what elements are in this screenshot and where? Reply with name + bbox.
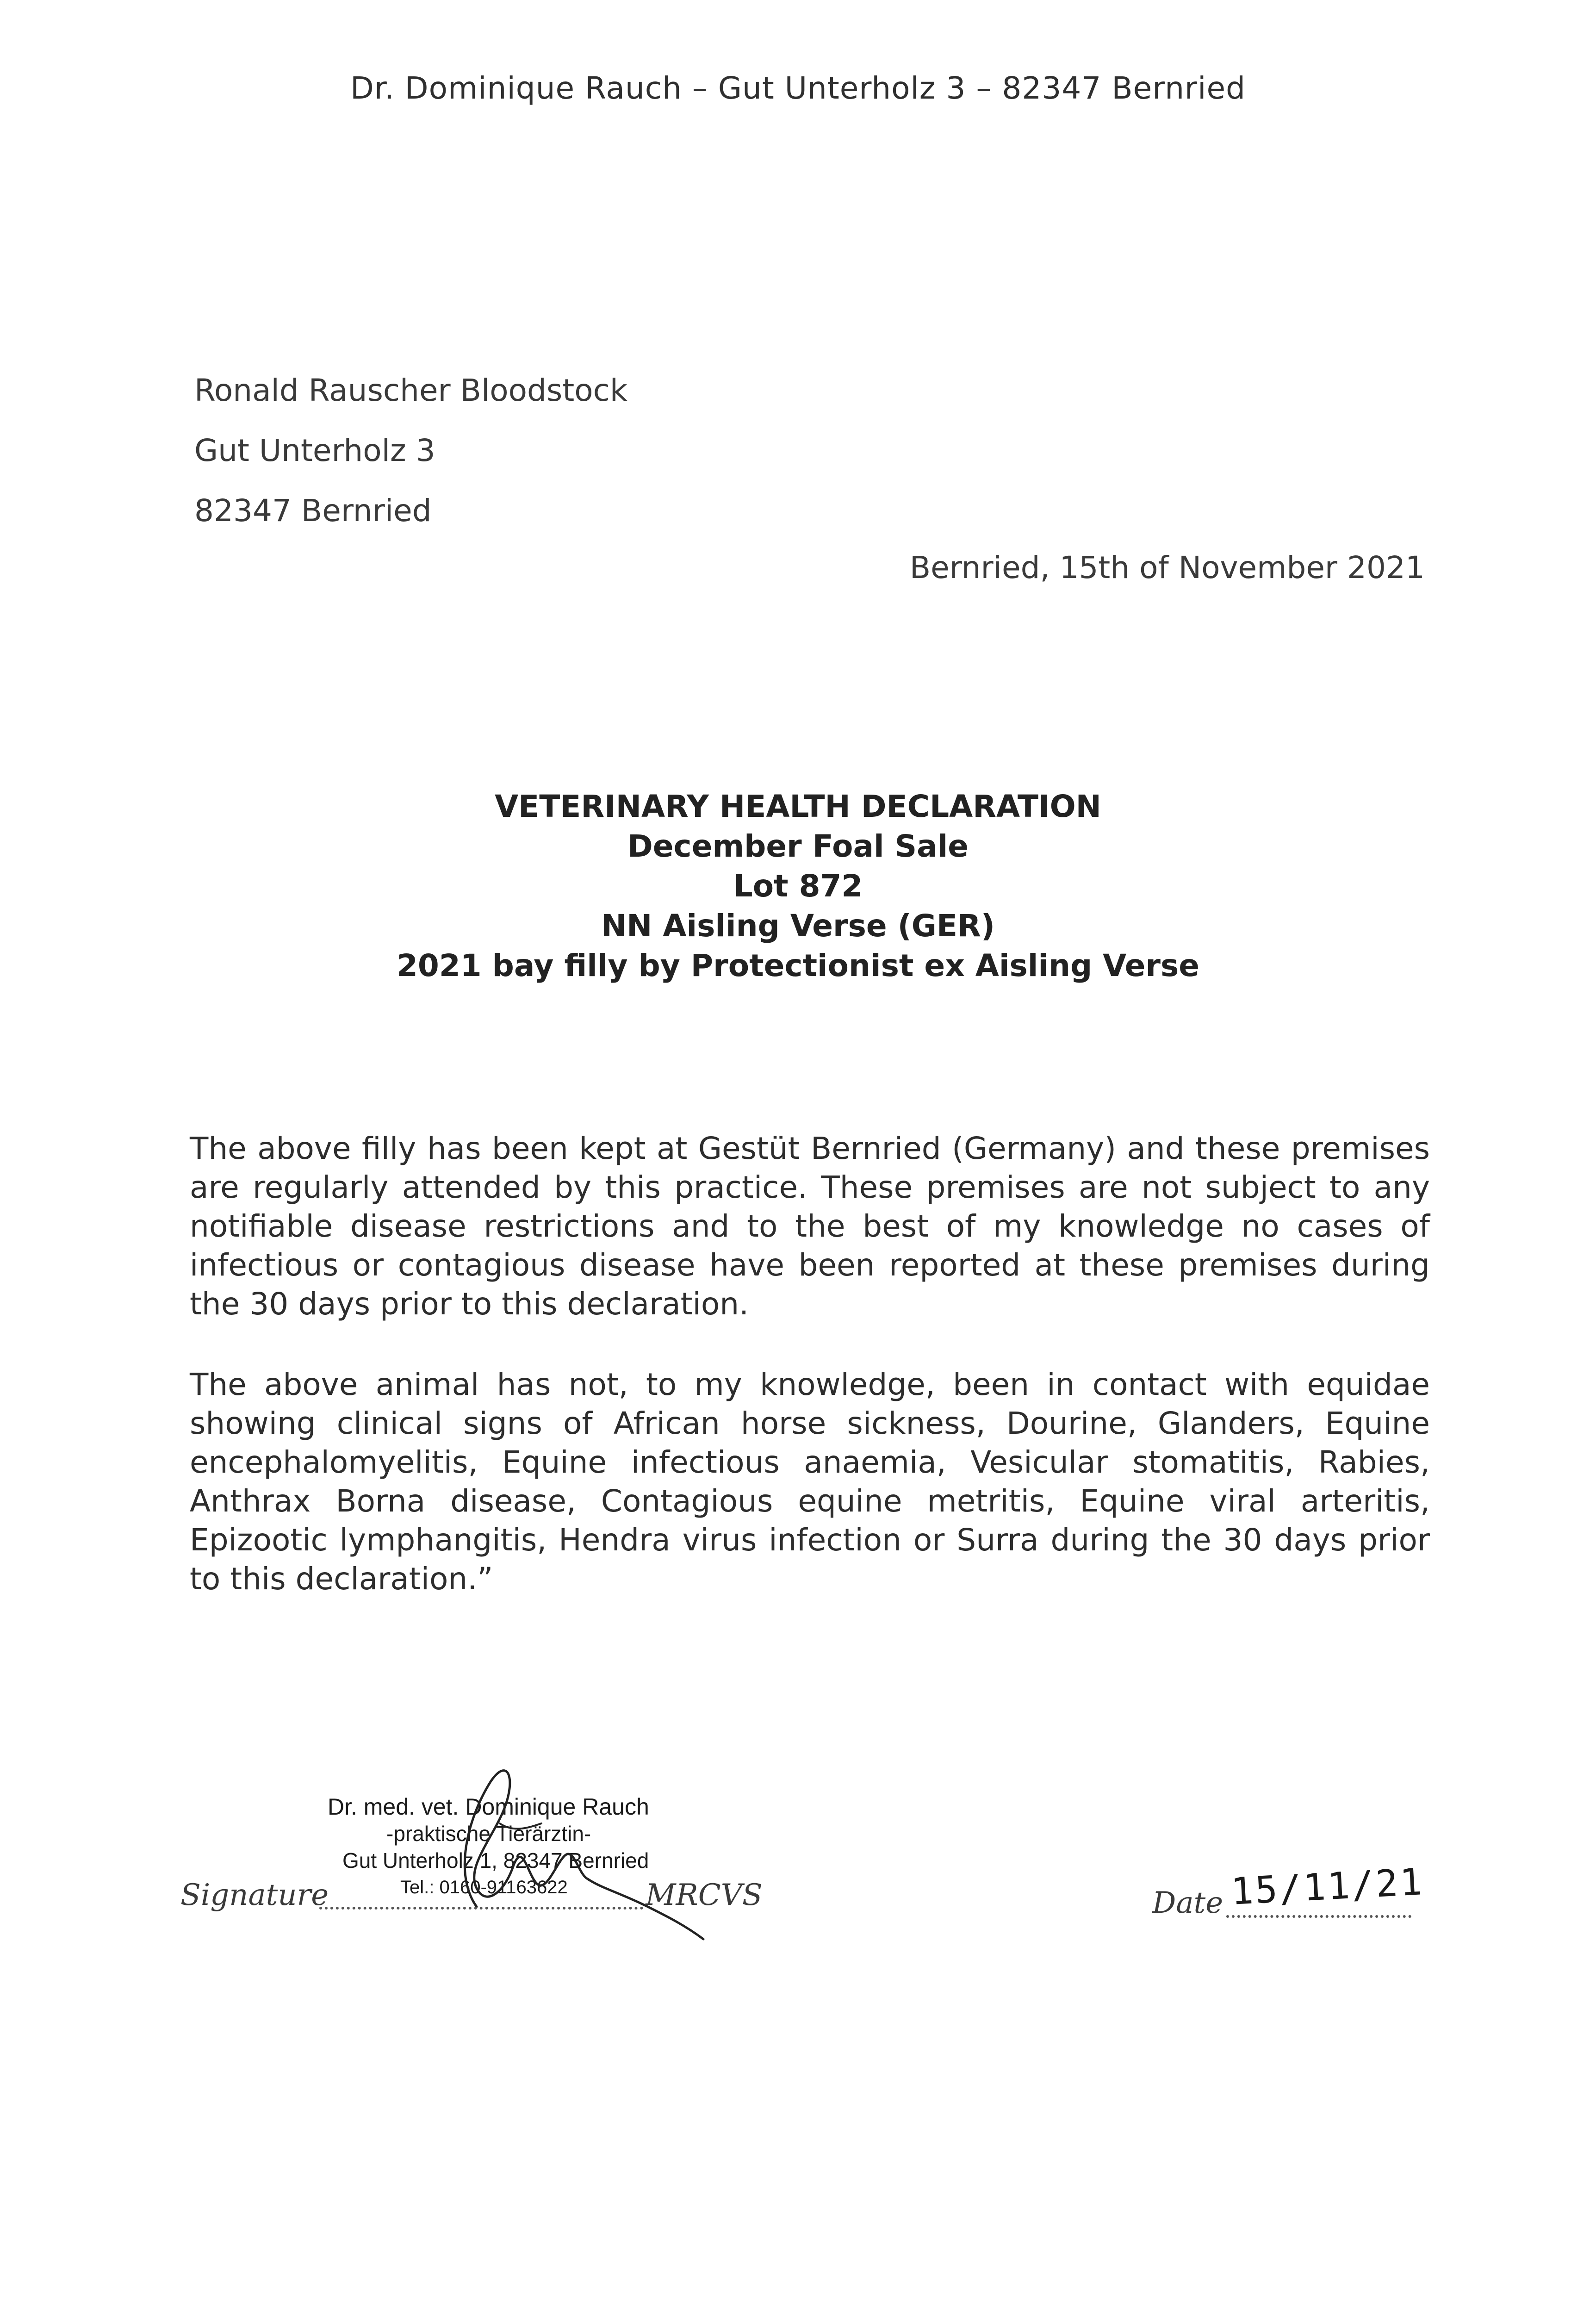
declaration-title: VETERINARY HEALTH DECLARATION bbox=[495, 789, 1101, 824]
stamp-line-address: Gut Unterholz 1, 82347 Bernried bbox=[342, 1848, 649, 1872]
stamp-line-name: Dr. med. vet. Dominique Rauch bbox=[328, 1794, 649, 1820]
horse-description: 2021 bay filly by Protectionist ex Aisling Verse bbox=[396, 948, 1200, 983]
recipient-name: Ronald Rauscher Bloodstock bbox=[194, 373, 628, 408]
recipient-street: Gut Unterholz 3 bbox=[194, 433, 435, 468]
place-and-date: Bernried, 15th of November 2021 bbox=[909, 550, 1425, 585]
stamp-line-title: -praktische Tierärztin- bbox=[386, 1822, 591, 1846]
signature-line bbox=[319, 1888, 643, 1910]
declaration-title-block bbox=[0, 787, 1596, 986]
lot-number: Lot 872 bbox=[733, 868, 863, 904]
paragraph-premises: The above filly has been kept at Gestüt Bernried (Germany) and these premises are regularly attended by this practice. These premises are not subject to any notifiable disease restrictions and to the best of my knowledge no cases of infectious or contagious disease have been reported at these premises during the 30 days prior to this declaration. bbox=[190, 1131, 1430, 1322]
sale-name: December Foal Sale bbox=[627, 828, 969, 864]
recipient-city: 82347 Bernried bbox=[194, 493, 432, 529]
signature-suffix: MRCVS bbox=[646, 1878, 763, 1912]
letterhead-sender: Dr. Dominique Rauch – Gut Unterholz 3 – 82347 Bernried bbox=[350, 70, 1246, 106]
signature-label: Signature bbox=[180, 1878, 329, 1912]
date-label: Date bbox=[1152, 1886, 1223, 1920]
horse-name: NN Aisling Verse (GER) bbox=[601, 908, 995, 944]
handwritten-date: 15/11/21 bbox=[1230, 1860, 1425, 1913]
stamp-line-phone: Tel.: 0160-91163622 bbox=[400, 1877, 568, 1897]
paragraph-contact: The above animal has not, to my knowledge, been in contact with equidae showing clinical signs of African horse sickness, Dourine, Glanders, Equine encephalomyelitis, Equine infectious anaemia, Vesicular stomatitis, Rabies, Anthrax Borna disease, Contagious equine metritis, Equine viral arteritis, Epizootic lymphangitis, Hendra virus infection or Surra during the 30 days prior to this declaration.” bbox=[190, 1367, 1430, 1597]
handwritten-signature bbox=[361, 1754, 722, 1948]
